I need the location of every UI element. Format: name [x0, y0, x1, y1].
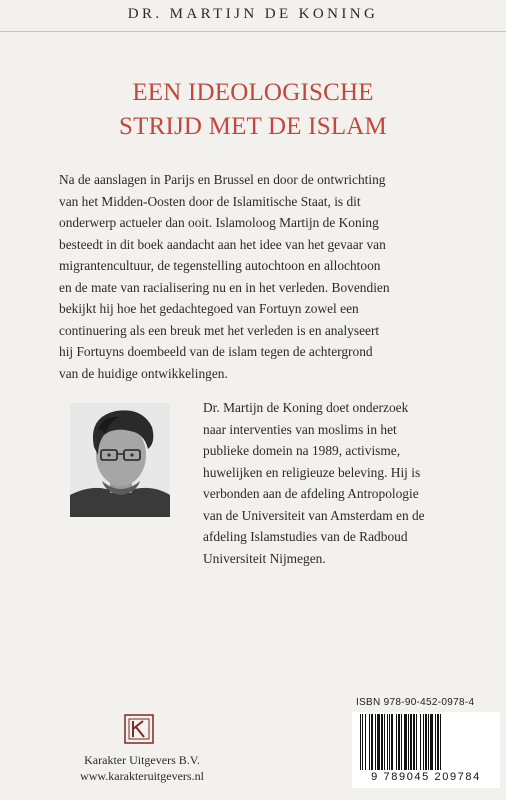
barcode-bar	[375, 714, 376, 770]
blurb-line: van de huidige ontwikkelingen.	[59, 365, 228, 381]
author-photo	[70, 403, 170, 517]
barcode-bar	[423, 714, 424, 770]
barcode-bar	[437, 714, 439, 770]
barcode-bar	[384, 714, 385, 770]
blurb-line: onderwerp actueler dan ooit. Islamoloog Martijn de Koning	[59, 215, 379, 230]
barcode-bar	[413, 714, 415, 770]
bio-line: Universiteit Nijmegen.	[203, 550, 326, 566]
barcode-bar	[410, 714, 412, 770]
barcode-bar	[404, 714, 407, 770]
bio-line: verbonden aan de afdeling Antropologie	[203, 486, 419, 501]
blurb-line: Na de aanslagen in Parijs en Brussel en door de ontwrichting	[59, 172, 386, 187]
barcode-bar	[398, 714, 400, 770]
publisher-logo-icon	[124, 714, 154, 744]
barcode-bar	[391, 714, 393, 770]
barcode-bar	[401, 714, 402, 770]
barcode-bar	[430, 714, 433, 770]
blurb-line: hij Fortuyns doembeeld van de islam tegen de achtergrond	[59, 344, 373, 359]
barcode-bar	[440, 714, 441, 770]
blurb-line: continuering als een breuk met het verleden is en analyseert	[59, 322, 380, 338]
author-name: DR. MARTIJN DE KONING	[127, 6, 379, 22]
blurb-line: migrantencultuur, de tegenstelling autochtoon en allochtoon	[59, 258, 381, 273]
barcode-bar	[396, 714, 397, 770]
bio-line: Dr. Martijn de Koning doet onderzoek	[203, 400, 409, 415]
publisher-name: Karakter Uitgevers B.V.	[84, 753, 200, 767]
bio-line: van de Universiteit van Amsterdam en de	[203, 507, 425, 523]
barcode-bar	[377, 714, 380, 770]
barcode-bar	[420, 714, 421, 770]
barcode-bar	[365, 714, 366, 770]
barcode-bar	[369, 714, 370, 770]
blurb-line: van het Midden-Oosten door de Islamitische Staat, is dit	[59, 193, 361, 209]
blurb-line: besteedt in dit boek aandacht aan het idee van het gevaar van	[59, 236, 386, 252]
blurb-line: en de mate van racialisering nu en in het verleden. Bovendien	[59, 279, 390, 295]
barcode-bar	[428, 714, 429, 770]
barcode-bar	[408, 714, 409, 770]
barcode-bar	[371, 714, 373, 770]
bio-line: publieke domein na 1989, activisme,	[203, 443, 401, 458]
bio-line: huwelijken en religieuze beleving. Hij is	[203, 464, 421, 480]
bio-line: afdeling Islamstudies van de Radboud	[203, 529, 408, 544]
publisher-info	[76, 752, 208, 784]
barcode-bar	[425, 714, 427, 770]
book-title	[0, 76, 506, 144]
title-line: EEN IDEOLOGISCHE	[132, 79, 374, 106]
author-bio	[203, 397, 448, 569]
book-blurb	[59, 169, 457, 384]
barcode-bar	[416, 714, 417, 770]
barcode-number: 9 789045 209784	[371, 771, 481, 783]
blurb-line: bekijkt hij hoe het gedachtegoed van Fortuyn zowel een	[59, 301, 359, 316]
barcode-bar	[360, 714, 361, 770]
title-line: STRIJD MET DE ISLAM	[119, 113, 387, 140]
isbn-label: ISBN 978-90-452-0978-4	[356, 697, 475, 708]
barcode-bar	[389, 714, 390, 770]
barcode-bar	[435, 714, 436, 770]
header-divider	[0, 31, 506, 32]
publisher-website: www.karakteruitgevers.nl	[80, 769, 204, 783]
barcode-bar	[387, 714, 388, 770]
bio-line: naar interventies van moslims in het	[203, 421, 397, 437]
barcode-bar	[381, 714, 383, 770]
barcode-bar	[362, 714, 363, 770]
